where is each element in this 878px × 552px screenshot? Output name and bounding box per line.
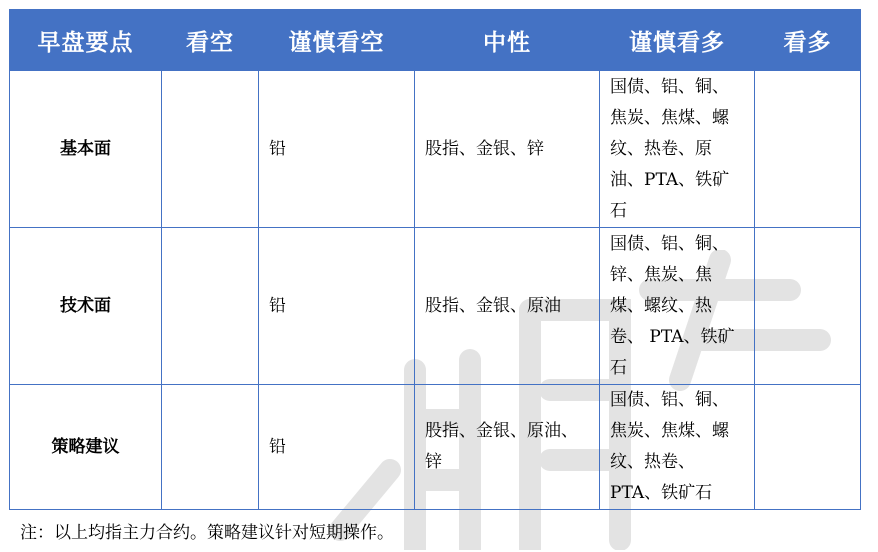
neutral-cell: 股指、金银、原油 [415, 228, 600, 385]
header-cautious-bullish: 谨慎看多 [600, 10, 755, 71]
footnote: 注：以上均指主力合约。策略建议针对短期操作。 [20, 523, 394, 543]
neutral-cell: 股指、金银、原油、锌 [415, 385, 600, 510]
cautious-bullish-cell: 国债、铝、铜、锌、焦炭、焦煤、螺纹、热卷、 PTA、铁矿石 [600, 228, 755, 385]
header-morning-points: 早盘要点 [10, 10, 162, 71]
row-label: 技术面 [10, 228, 162, 385]
table-row-fundamentals [10, 71, 861, 228]
bearish-cell [162, 228, 259, 385]
bullish-cell [755, 228, 861, 385]
neutral-cell: 股指、金银、锌 [415, 71, 600, 228]
market-outlook-table [9, 9, 861, 510]
cautious-bullish-cell: 国债、铝、铜、焦炭、焦煤、螺纹、热卷、PTA、铁矿石 [600, 385, 755, 510]
cautious-bearish-cell: 铅 [259, 228, 415, 385]
cautious-bearish-cell: 铅 [259, 71, 415, 228]
bearish-cell [162, 385, 259, 510]
bullish-cell [755, 71, 861, 228]
cautious-bearish-cell: 铅 [259, 385, 415, 510]
header-cautious-bearish: 谨慎看空 [259, 10, 415, 71]
row-label: 策略建议 [10, 385, 162, 510]
header-bullish: 看多 [755, 10, 861, 71]
bullish-cell [755, 385, 861, 510]
header-neutral: 中性 [415, 10, 600, 71]
header-bearish: 看空 [162, 10, 259, 71]
header-row [10, 10, 861, 71]
table-row-technicals [10, 228, 861, 385]
cautious-bullish-cell: 国债、铝、铜、焦炭、焦煤、螺纹、热卷、原油、PTA、铁矿石 [600, 71, 755, 228]
row-label: 基本面 [10, 71, 162, 228]
table-row-strategy [10, 385, 861, 510]
bearish-cell [162, 71, 259, 228]
